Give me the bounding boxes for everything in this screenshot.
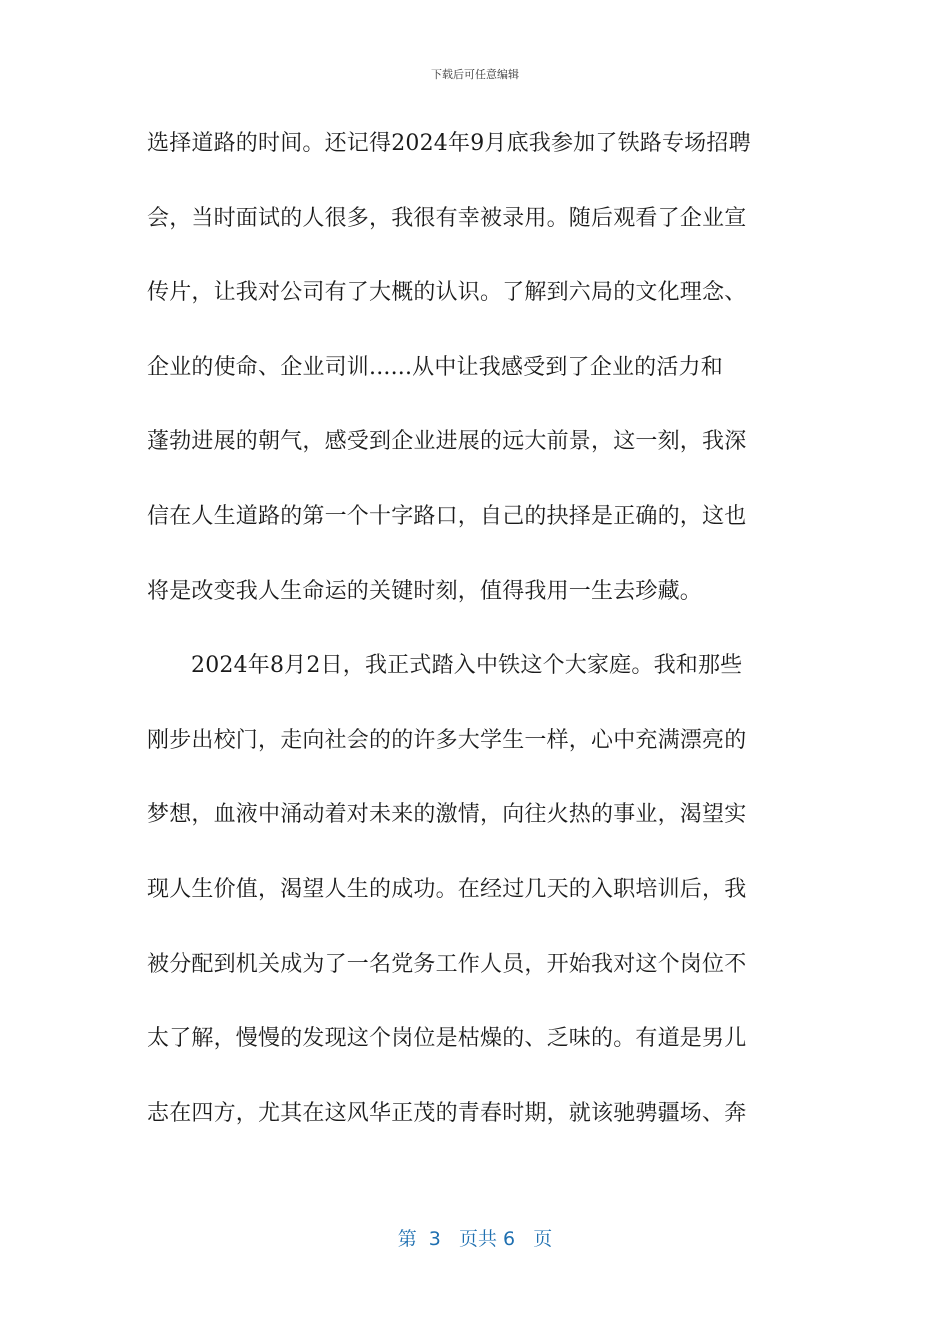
text-line: 志在四方，尤其在这风华正茂的青春时期，就该驰骋疆场、奔 — [147, 1100, 747, 1126]
page-number-footer: 第 3 页共 6 页 — [397, 1228, 553, 1250]
text-line: 2024年8月2日，我正式踏入中铁这个大家庭。我和那些 — [191, 653, 743, 679]
text-line: 将是改变我人生命运的关键时刻，值得我用一生去珍藏。 — [147, 578, 703, 604]
text-line: 传片，让我对公司有了大概的认识。了解到六局的文化理念、 — [147, 280, 747, 306]
text-line: 企业的使命、企业司训......从中让我感受到了企业的活力和 — [147, 354, 723, 380]
text-line: 梦想，血液中涌动着对未来的激情，向往火热的事业，渴望实 — [147, 802, 747, 828]
text-line: 信在人生道路的第一个十字路口，自己的抉择是正确的，这也 — [147, 503, 747, 529]
text-line: 会，当时面试的人很多，我很有幸被录用。随后观看了企业宣 — [147, 205, 747, 231]
text-line: 太了解，慢慢的发现这个岗位是枯燥的、乏味的。有道是男儿 — [147, 1026, 747, 1052]
text-line: 刚步出校门，走向社会的的许多大学生一样，心中充满漂亮的 — [147, 727, 747, 753]
page-header: 下载后可任意编辑 — [431, 68, 519, 81]
text-line: 选择道路的时间。还记得2024年9月底我参加了铁路专场招聘 — [147, 131, 751, 156]
text-line: 蓬勃进展的朝气，感受到企业进展的远大前景，这一刻，我深 — [147, 429, 747, 455]
document-body — [147, 122, 792, 1166]
text-line: 现人生价值，渴望人生的成功。在经过几天的入职培训后，我 — [147, 876, 747, 902]
text-line: 被分配到机关成为了一名党务工作人员，开始我对这个岗位不 — [147, 951, 747, 977]
